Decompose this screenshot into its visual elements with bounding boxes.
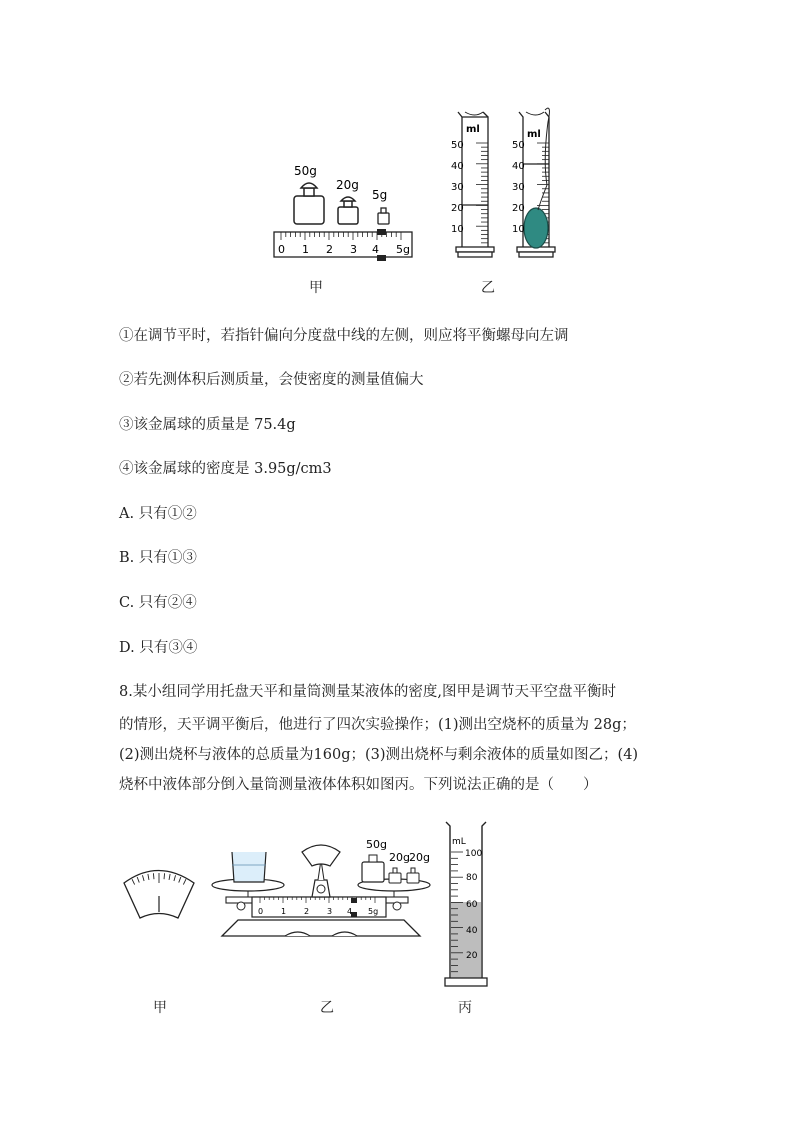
balance-pointer-dial-icon [124, 871, 194, 919]
scale-tick-2: 2 [326, 243, 333, 256]
figure-1-drawing [0, 0, 794, 300]
cyl3-tick-60: 60 [466, 900, 478, 910]
metal-ball-icon [524, 208, 548, 248]
figure-1 [0, 0, 794, 300]
weight-50g-icon [294, 183, 324, 224]
weight-5g-icon [378, 208, 389, 224]
caption2-jia: 甲 [153, 1000, 167, 1016]
weight-50g-icon [362, 862, 384, 882]
statement-4: ④该金属球的密度是 3.95g/cm3 [119, 461, 332, 477]
beaker-icon [232, 852, 266, 882]
weight-20g-icon [338, 197, 358, 224]
cylinder2-unit: ml [527, 129, 541, 140]
fig2-scale-tick-4: 4 [347, 907, 353, 916]
weight-label-50g: 50g [294, 164, 317, 178]
option-b: B. 只有①③ [119, 550, 197, 566]
scale-tick-1: 1 [302, 243, 309, 256]
cyl2-tick-50: 50 [512, 140, 525, 151]
weight-20g-icon [389, 873, 401, 883]
caption2-bing: 丙 [458, 1000, 472, 1016]
question8-line-1: 8.某小组同学用托盘天平和量筒测量某液体的密度,图甲是调节天平空盘平衡时 [119, 684, 616, 700]
scale-tick-5g: 5g [396, 243, 410, 256]
cyl3-tick-100: 100 [465, 849, 483, 859]
cyl3-tick-20: 20 [466, 951, 478, 961]
option-a: A. 只有①② [119, 506, 197, 522]
beam-scale [274, 229, 412, 261]
statement-2: ②若先测体积后测质量，会使密度的测量值偏大 [119, 372, 424, 388]
cyl2-tick-30: 30 [512, 182, 525, 193]
statement-3: ③该金属球的质量是 75.4g [119, 417, 296, 433]
caption2-yi: 乙 [320, 1000, 334, 1016]
scale-tick-3: 3 [350, 243, 357, 256]
weight-label-5g: 5g [372, 188, 388, 202]
cylinder1-unit: ml [466, 124, 480, 135]
cylinder3-unit: mL [452, 837, 466, 847]
cyl1-tick-40: 40 [451, 161, 464, 172]
question8-line-2: 的情形，天平调平衡后，他进行了四次实验操作；(1)测出空烧杯的质量为 28g； [119, 717, 636, 733]
rider-top [377, 229, 386, 235]
fig2-weight-label-50g: 50g [366, 838, 387, 851]
thread-icon [538, 108, 549, 210]
fig2-weight-label-20g-a: 20g [389, 851, 410, 864]
fig2-weight-label-20g-b: 20g [409, 851, 430, 864]
statement-1: ①在调节平时，若指针偏向分度盘中线的左侧，则应将平衡螺母向左调 [119, 328, 569, 344]
cyl1-tick-10: 10 [451, 224, 464, 235]
figure-2 [0, 810, 794, 1030]
caption-yi: 乙 [481, 280, 495, 296]
cyl3-tick-40: 40 [466, 926, 478, 936]
tick-mark [164, 873, 165, 879]
cyl2-tick-40: 40 [512, 161, 525, 172]
cyl2-tick-10: 10 [512, 224, 525, 235]
cyl3-tick-80: 80 [466, 873, 478, 883]
question8-line-4: 烧杯中液体部分倒入量筒测量液体体积如图丙。下列说法正确的是（ ） [119, 777, 598, 793]
weight-label-20g: 20g [336, 178, 359, 192]
cyl2-tick-20: 20 [512, 203, 525, 214]
fig2-scale-tick-2: 2 [304, 907, 310, 916]
weight-20g-icon [407, 873, 419, 883]
scale-tick-0: 0 [278, 243, 285, 256]
fig2-scale-tick-3: 3 [327, 907, 333, 916]
tick-mark [153, 873, 154, 879]
caption-jia: 甲 [309, 280, 323, 296]
cyl1-tick-30: 30 [451, 182, 464, 193]
cyl1-tick-50: 50 [451, 140, 464, 151]
question8-line-3: (2)测出烧杯与液体的总质量为160g；(3)测出烧杯与剩余液体的质量如图乙；(4) [119, 747, 639, 763]
option-d: D. 只有③④ [119, 640, 198, 656]
cyl1-tick-20: 20 [451, 203, 464, 214]
figure-2-drawing [0, 810, 794, 1030]
scale-tick-4: 4 [372, 243, 379, 256]
fig2-scale-tick-1: 1 [281, 907, 287, 916]
fig2-scale-tick-0: 0 [258, 907, 264, 916]
fig2-scale-tick-5g: 5g [368, 907, 379, 916]
option-c: C. 只有②④ [119, 595, 197, 611]
